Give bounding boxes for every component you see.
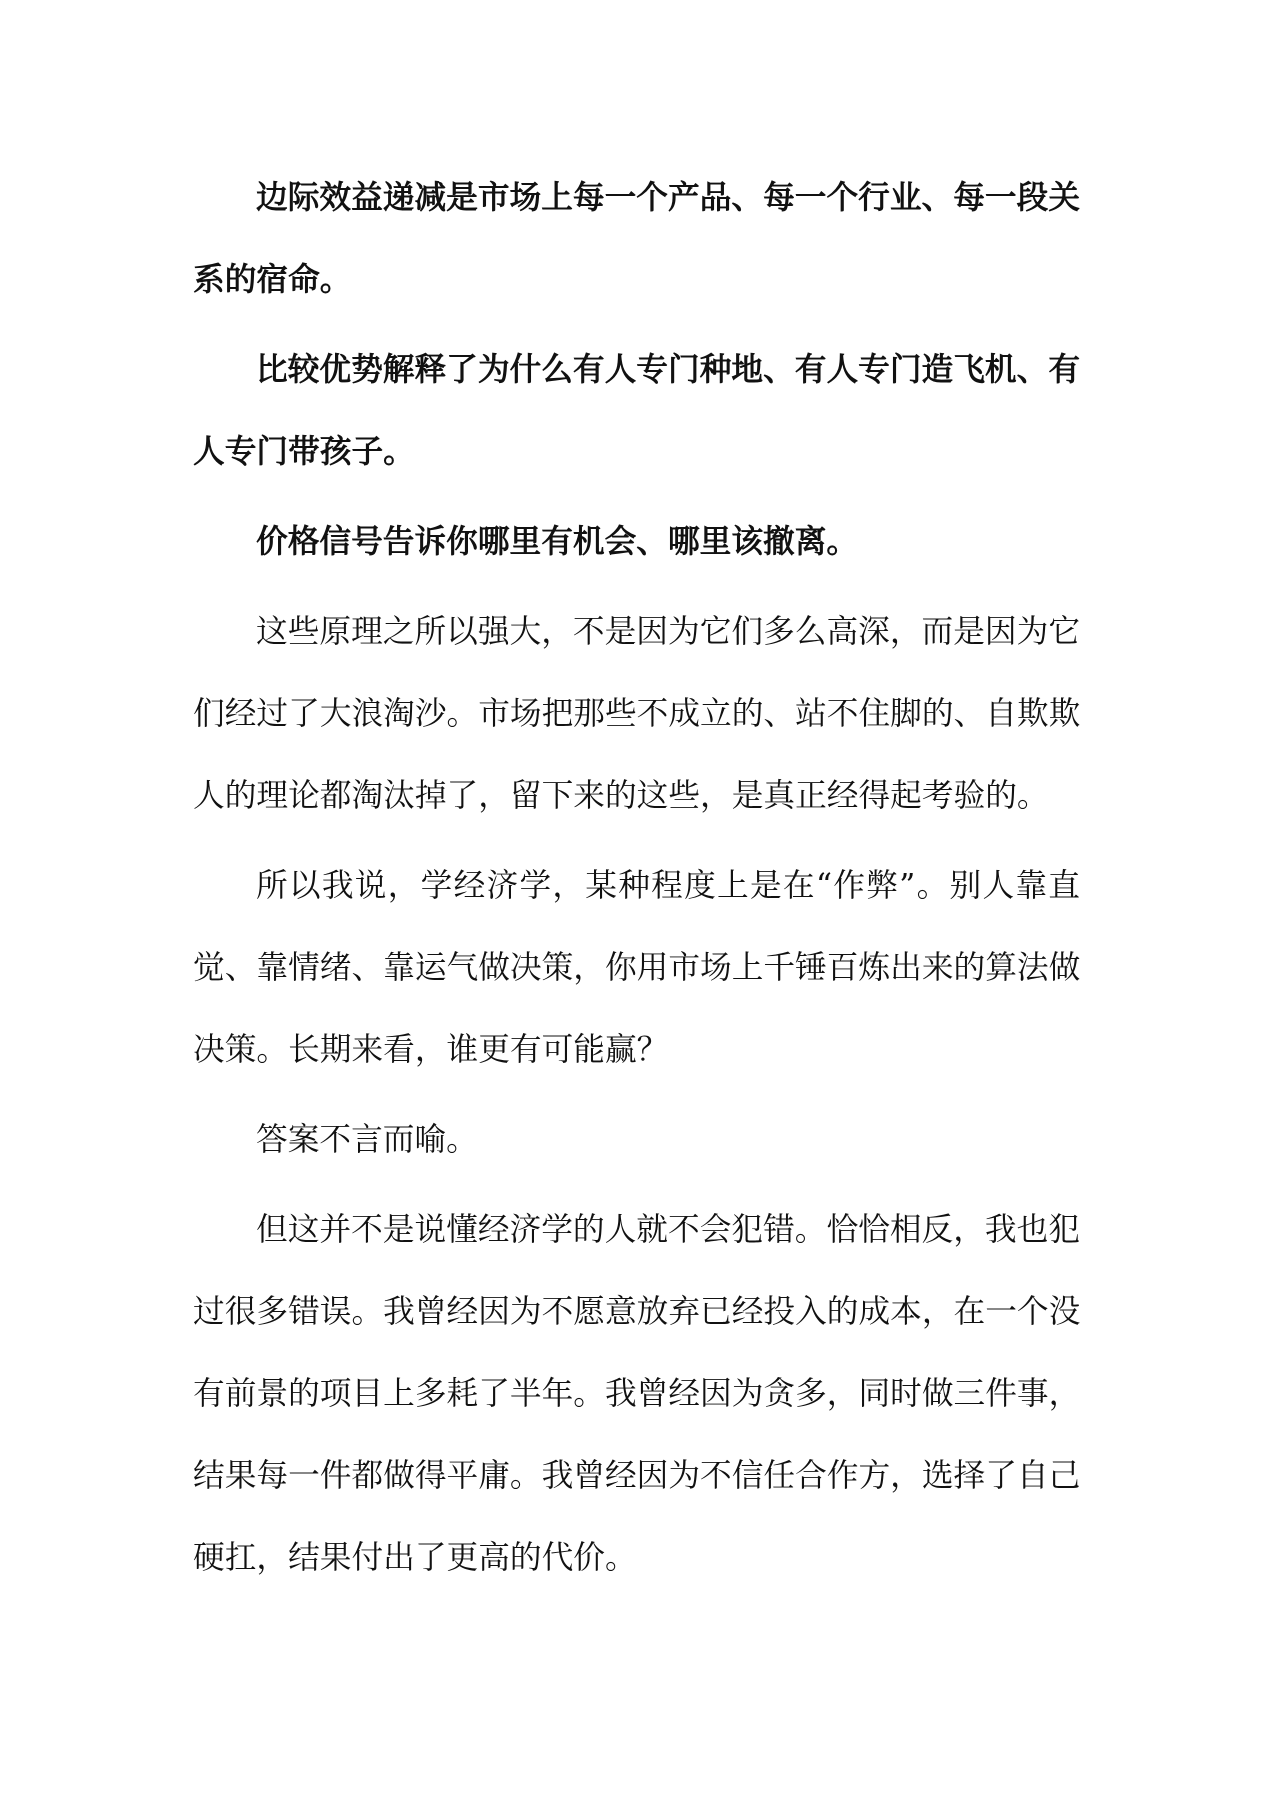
paragraph bbox=[193, 501, 1080, 583]
paragraph-line: 人专门带孩子。 bbox=[193, 433, 415, 470]
paragraph-line: 硬扛，结果付出了更高的代价。 bbox=[193, 1540, 637, 1576]
paragraph-line: 结果每一件都做得平庸。我曾经因为不信任合作方，选择了自己 bbox=[193, 1458, 1080, 1494]
paragraph-line: 答案不言而喻。 bbox=[256, 1122, 478, 1158]
paragraph-line: 这些原理之所以强大，不是因为它们多么高深，而是因为它 bbox=[256, 614, 1080, 650]
paragraph-line: 觉、靠情绪、靠运气做决策，你用市场上千锤百炼出来的算法做 bbox=[193, 950, 1080, 986]
document-page bbox=[193, 157, 1080, 1607]
paragraph-line: 所以我说，学经济学，某种程度上是在“作弊”。别人靠直 bbox=[256, 868, 1080, 904]
paragraph-line: 但这并不是说懂经济学的人就不会犯错。恰恰相反，我也犯 bbox=[256, 1212, 1080, 1248]
paragraph-line: 价格信号告诉你哪里有机会、哪里该撤离。 bbox=[256, 523, 859, 560]
paragraph-line: 过很多错误。我曾经因为不愿意放弃已经投入的成本，在一个没 bbox=[193, 1294, 1080, 1330]
paragraph-line: 决策。长期来看，谁更有可能赢？ bbox=[193, 1032, 669, 1068]
paragraph-line: 有前景的项目上多耗了半年。我曾经因为贪多，同时做三件事， bbox=[193, 1376, 1080, 1412]
paragraph bbox=[193, 1189, 1080, 1599]
paragraph bbox=[193, 1099, 1080, 1181]
paragraph-line: 们经过了大浪淘沙。市场把那些不成立的、站不住脚的、自欺欺 bbox=[193, 696, 1080, 732]
paragraph bbox=[193, 845, 1080, 1091]
paragraph bbox=[193, 329, 1080, 493]
paragraph bbox=[193, 157, 1080, 321]
paragraph bbox=[193, 591, 1080, 837]
paragraph-line: 边际效益递减是市场上每一个产品、每一个行业、每一段关 bbox=[256, 179, 1080, 216]
paragraph-line: 人的理论都淘汰掉了，留下来的这些，是真正经得起考验的。 bbox=[193, 778, 1049, 814]
paragraph-line: 比较优势解释了为什么有人专门种地、有人专门造飞机、有 bbox=[256, 351, 1080, 388]
paragraph-line: 系的宿命。 bbox=[193, 261, 352, 298]
